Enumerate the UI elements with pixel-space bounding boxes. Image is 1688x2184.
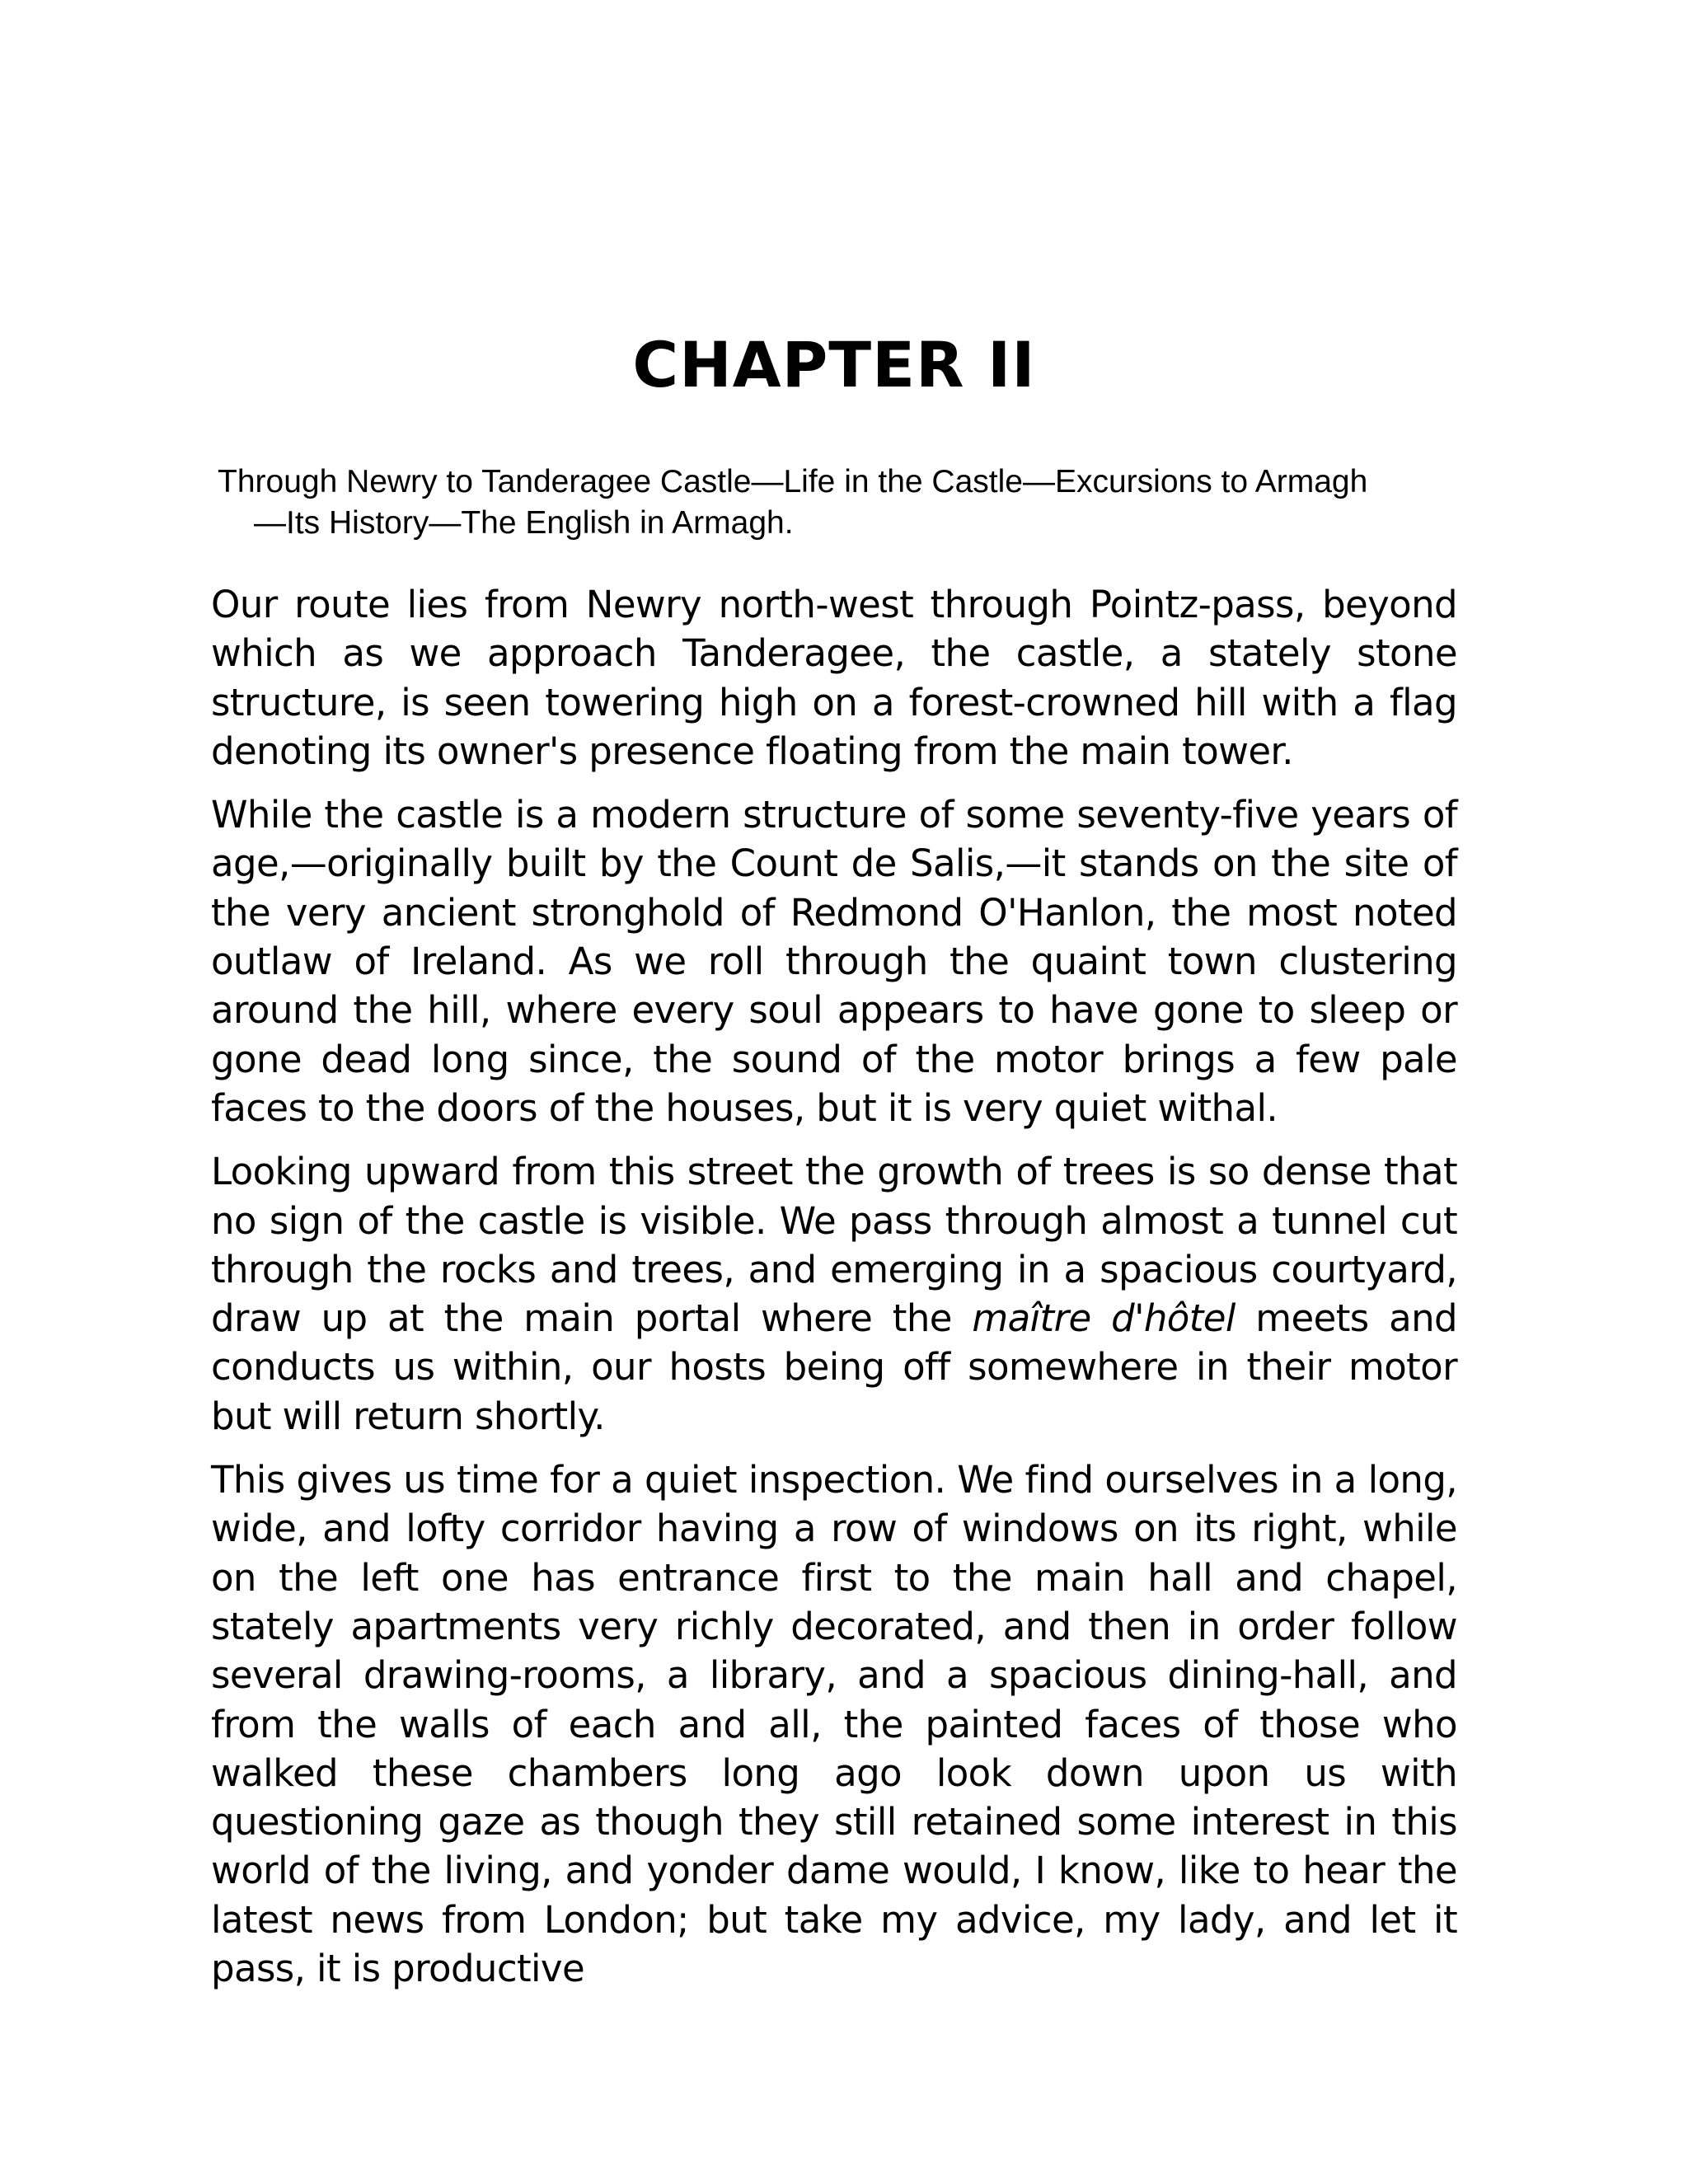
paragraph-3-text-end: meets and conducts us within, our hosts being off somewhere in their motor but will return shortly.	[211, 1296, 1458, 1438]
synopsis-line-1: Through Newry to Tanderagee Castle—Life in the Castle—Excursions to Armagh	[218, 464, 1368, 499]
synopsis-line-2: —Its History—The English in Armagh.	[254, 505, 794, 541]
emphasis-maitre-d-hotel: maître d'hôtel	[972, 1296, 1236, 1341]
paragraph-3-text-start: Looking upward from this street the growth of trees is so dense that no sign of the castle is visible. We pass through almost a tunnel cut through the rocks and trees, and emerging in a spacious courtyard, draw up at the main portal where the	[211, 1150, 1457, 1341]
paragraph-1: Our route lies from Newry north-west through Pointz-pass, beyond which as we approach Tanderagee, the castle, a stately stone structure, is seen towering high on a forest-crowned hill with a flag denoting its owner's presence floating from the main tower.	[211, 583, 1457, 773]
chapter-body	[211, 580, 1457, 2008]
book-page	[211, 0, 1457, 2184]
chapter-synopsis	[218, 462, 1437, 544]
paragraph-4: This gives us time for a quiet inspection. We find ourselves in a long, wide, and lofty corridor having a row of windows on its right, while on the left one has entrance first to the main hall and chapel, stately apartments very richly decorated, and then in order follow several drawing-rooms, a library, and a spacious dining-hall, and from the walls of each and all, the painted faces of those who walked these chambers long ago look down upon us with questioning gaze as though they still retained some interest in this world of the living, and yonder dame would, I know, like to hear the latest news from London; but take my advice, my lady, and let it pass, it is productive	[211, 1458, 1457, 1991]
paragraph-2: While the castle is a modern structure of some seventy-five years of age,—originally built by the Count de Salis,—it stands on the site of the very ancient stronghold of Redmond O'Hanlon, the most noted outlaw of Ireland. As we roll through the quaint town clustering around the hill, where every soul appears to have gone to sleep or gone dead long since, the sound of the motor brings a few pale faces to the doors of the houses, but it is very quiet withal.	[211, 793, 1457, 1130]
paragraph-3	[211, 1147, 1457, 1441]
chapter-title: CHAPTER II	[632, 328, 1036, 401]
